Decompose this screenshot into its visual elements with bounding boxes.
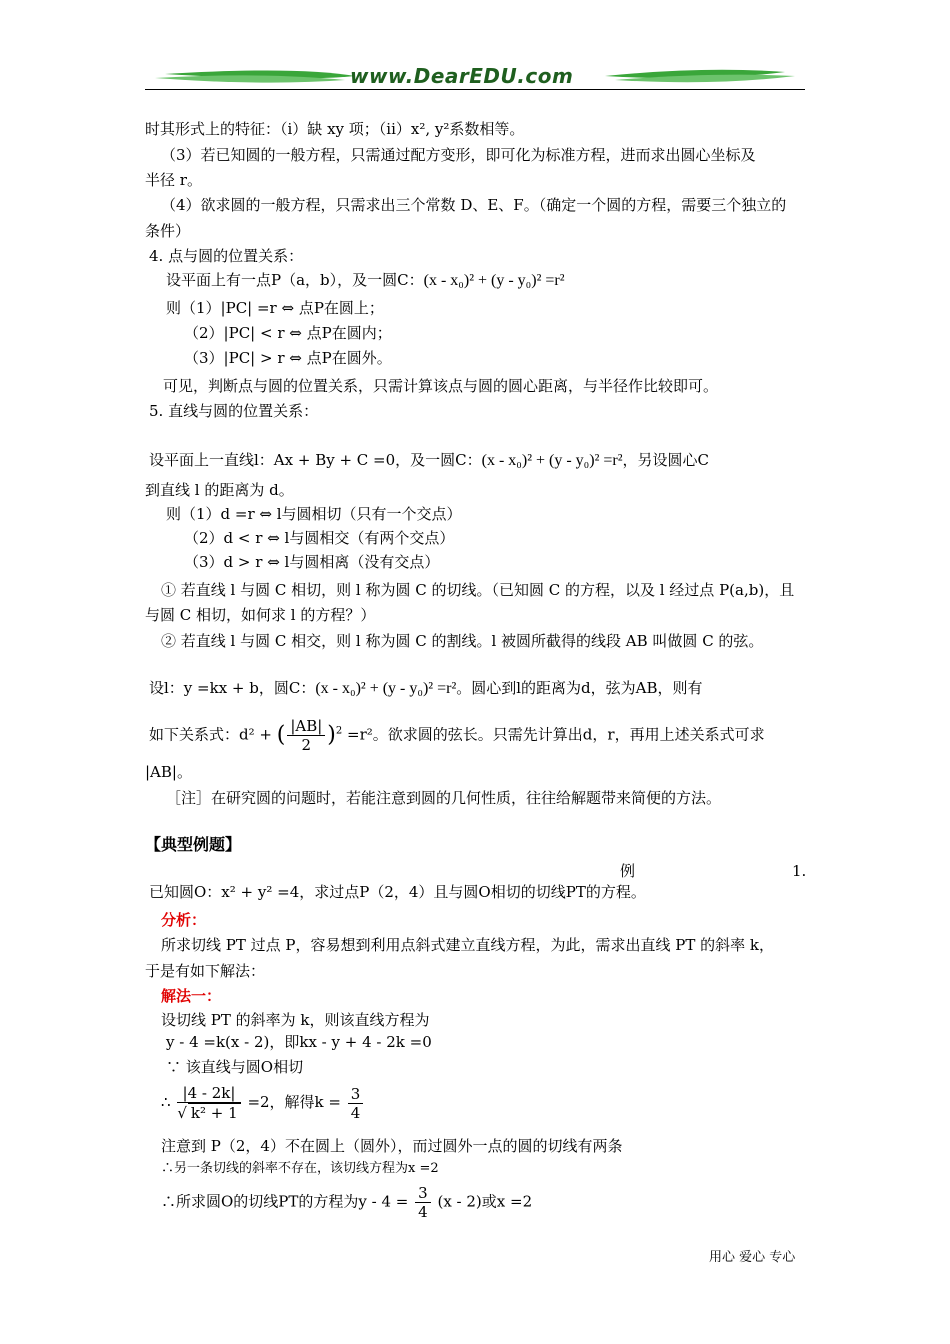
text-segment: 。圆心到l的距离为d，弦为AB，则有 [456, 679, 703, 697]
fraction-denominator: 4 [350, 1103, 361, 1122]
text-line: （3）若已知圆的一般方程，只需通过配方变形，即可化为标准方程，进而求出圆心坐标及 [161, 146, 756, 164]
text-line: 则（1）|PC| =r ⇔ 点P在圆上； [166, 299, 384, 317]
section-title-examples: 【典型例题】 [145, 835, 242, 854]
text-line-with-formula [149, 450, 709, 471]
text-line: （2）d < r ⇔ l与圆相交（有两个交点） [184, 529, 455, 547]
example-statement: 已知圆O：x² + y² =4，求过点P（2，4）且与圆O相切的切线PT的方程。 [149, 883, 646, 901]
section-heading-5: 5. 直线与圆的位置关系： [149, 402, 319, 420]
text-segment: =r²。欲求圆的弦长。只需先计算出d，r，再用上述关系式可求 [347, 725, 765, 744]
text-segment: 设平面上有一点P（a，b），及一圆C： [166, 271, 424, 289]
text-line: 设切线 PT 的斜率为 k，则该直线方程为 [161, 1011, 430, 1029]
fraction-three-quarters [348, 1085, 364, 1122]
text-segment: ∴所求圆O的切线PT的方程为y - 4 = [161, 1192, 409, 1211]
footer-slogan: 用心 爱心 专心 [709, 1250, 796, 1265]
fraction-denominator: 4 [418, 1203, 428, 1221]
text-line: （3）d > r ⇔ l与圆相离（没有交点） [184, 553, 440, 571]
text-line: 可见，判断点与圆的位置关系，只需计算该点与圆的圆心距离，与半径作比较即可。 [163, 377, 719, 395]
header-rule [145, 89, 805, 90]
text-line: 则（1）d =r ⇔ l与圆相切（只有一个交点） [166, 505, 462, 523]
text-line-with-formula [166, 270, 565, 291]
section-heading-4: 4. 点与圆的位置关系： [149, 247, 304, 265]
text-line: 于是有如下解法： [145, 962, 266, 980]
text-segment: 设平面上一直线l：Ax + By + C =0，及一圆C： [149, 451, 482, 469]
formula-circle-eq: (x - x₀)² + (y - y₀)² =r² [315, 680, 457, 697]
text-line: ① 若直线 l 与圆 C 相切，则 l 称为圆 C 的切线。（已知圆 C 的方程，以及 l 经过点 P(a,b)，且 [161, 581, 795, 599]
text-line-with-formula [161, 1084, 365, 1122]
text-line: 时其形式上的特征：（i）缺 xy 项；（ii）x², y²系数相等。 [145, 120, 525, 138]
fraction-numerator: |4 - 2k| [177, 1084, 240, 1103]
paren-close: ) [327, 722, 336, 748]
example-label: 例 [620, 862, 636, 880]
fraction-numerator: |AB| [287, 717, 325, 736]
text-line: 条件） [145, 222, 191, 240]
fraction-numerator: 3 [348, 1085, 364, 1104]
method-one-label: 解法一： [161, 987, 222, 1005]
fraction-denominator: √ k² + 1 [177, 1103, 240, 1122]
text-line-with-formula [149, 678, 703, 699]
exponent: 2 [335, 725, 343, 737]
text-line: |AB|。 [145, 763, 192, 781]
fraction-distance [177, 1084, 240, 1122]
text-segment: 设l：y =kx + b，圆C： [149, 679, 316, 697]
formula-circle-eq: (x - x₀)² + (y - y₀)² =r² [423, 272, 565, 289]
sqrt-radicand: k² + 1 [188, 1103, 241, 1122]
fraction-numerator: 3 [415, 1184, 431, 1203]
text-segment: ，另设圆心C [622, 451, 710, 469]
fraction-denominator: 2 [301, 736, 312, 754]
text-line-with-formula [161, 1184, 532, 1221]
text-line: ∴另一条切线的斜率不存在，该切线方程为x =2 [161, 1161, 439, 1176]
fraction-three-quarters [415, 1184, 431, 1221]
text-line: 与圆 C 相切，如何求 l 的方程？） [145, 606, 376, 624]
text-line: y - 4 =k(x - 2)，即kx - y + 4 - 2k =0 [166, 1033, 432, 1051]
text-line: （2）|PC| < r ⇔ 点P在圆内； [184, 324, 392, 342]
text-segment: ∴ [161, 1093, 171, 1111]
fraction-ab-over-2 [287, 717, 325, 754]
formula-circle-eq: (x - x₀)² + (y - y₀)² =r² [481, 452, 623, 469]
text-line: 所求切线 PT 过点 P，容易想到利用点斜式建立直线方程，为此，需求出直线 PT 的斜率 k， [161, 936, 774, 954]
text-segment: =2，解得k = [247, 1093, 341, 1111]
text-line: ② 若直线 l 与圆 C 相交，则 l 称为圆 C 的割线。l 被圆所截得的线段 AB 叫做圆 C 的弦。 [161, 632, 764, 650]
text-segment: (x - 2)或x =2 [437, 1192, 533, 1211]
brand-logo-text[interactable]: www.DearEDU.com [350, 64, 574, 88]
text-line: 半径 r。 [145, 171, 202, 189]
text-line: ∵ 该直线与圆O相切 [166, 1058, 304, 1076]
analysis-label: 分析： [161, 911, 207, 929]
text-line: ［注］在研究圆的问题时，若能注意到圆的几何性质，往往给解题带来简便的方法。 [166, 789, 722, 807]
text-line: 到直线 l 的距离为 d。 [145, 481, 294, 499]
paren-open: ( [276, 722, 286, 748]
example-number: 1. [792, 862, 807, 880]
text-line-with-formula [149, 717, 765, 754]
text-line: （3）|PC| > r ⇔ 点P在圆外。 [184, 349, 392, 367]
text-line: 注意到 P（2，4）不在圆上（圆外），而过圆外一点的圆的切线有两条 [161, 1137, 623, 1155]
text-segment: 如下关系式：d² + [149, 725, 272, 744]
text-line: （4）欲求圆的一般方程，只需求出三个常数 D、E、F。（确定一个圆的方程，需要三个独立的 [161, 196, 787, 214]
